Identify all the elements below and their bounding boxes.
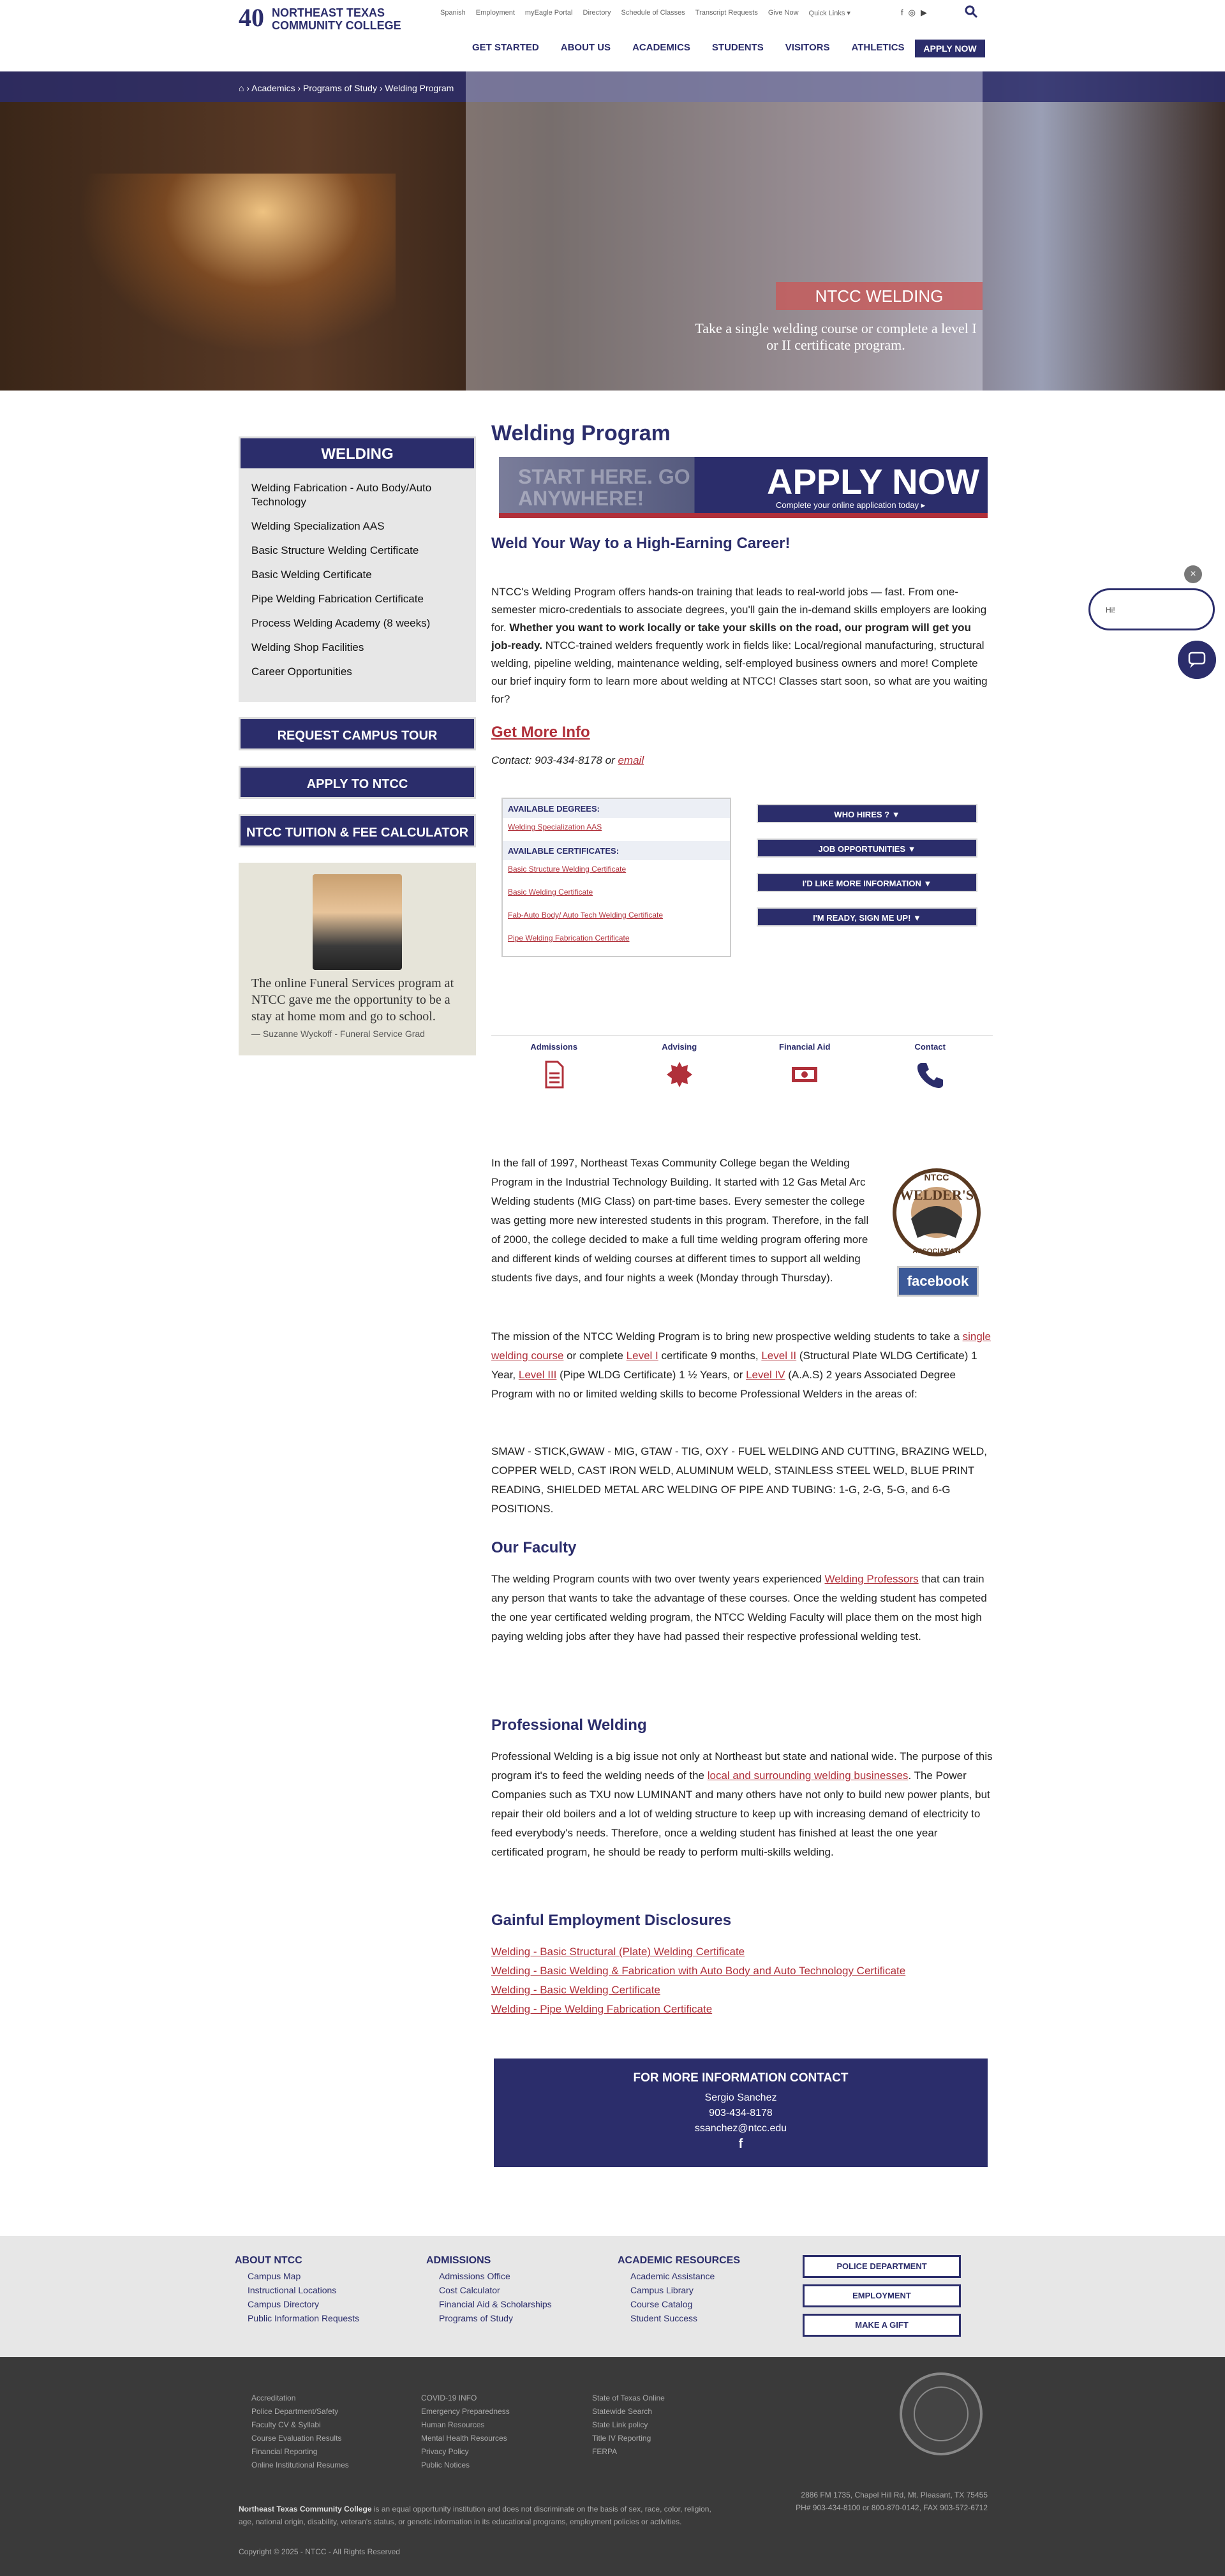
intro-paragraph	[491, 583, 988, 708]
banner-apply-text: APPLY NOW	[767, 461, 979, 502]
college-seal	[900, 2372, 983, 2455]
single-course-link[interactable]: single welding course	[491, 1330, 991, 1362]
contact-name: Sergio Sanchez	[704, 2092, 777, 2103]
nav-get-started[interactable]: GET STARTED	[472, 42, 539, 53]
sidebar	[239, 436, 476, 1055]
footer-col-heading: ABOUT NTCC	[235, 2255, 302, 2266]
pro-text: . The Power Companies such as TXU now LUMINANT and many others have not only to build new power plants, but repair their old boilers and a lot of welding structure to keep up with increasing demand of electricity to feed everybody's needs. Therefore, once a welding student has finished at least the one year certificated program, he should be ready to perform multi-skills welding.	[491, 1769, 990, 1858]
quick-link-contact[interactable]	[868, 1036, 993, 1105]
quick-link-label: Advising	[662, 1042, 697, 1052]
quick-links-dropdown[interactable]: Quick Links ▾	[808, 10, 850, 17]
who-hires-dropdown[interactable]: WHO HIRES ? ▼	[757, 804, 977, 823]
footer-link[interactable]: Course Catalog	[630, 2299, 693, 2309]
quick-link-advising[interactable]	[617, 1036, 743, 1105]
contact-line	[491, 754, 644, 767]
gainful-link[interactable]: Welding - Basic Structural (Plate) Welding Certificate	[491, 1946, 745, 1958]
instagram-icon[interactable]: ◎	[908, 8, 916, 17]
utility-link[interactable]: Directory	[583, 9, 611, 17]
search-icon[interactable]	[963, 4, 979, 19]
nav-athletics[interactable]: ATHLETICS	[851, 42, 905, 53]
credentials-box	[501, 798, 731, 957]
sidebar-item[interactable]: Pipe Welding Fabrication Certificate	[251, 593, 424, 605]
footer-link[interactable]: Privacy Policy	[421, 2447, 469, 2456]
pro-text: Professional Welding is a big issue not only at Northeast but state and national wide. The purpose of this program it's to feed the welding needs of the	[491, 1750, 993, 1782]
level-3-link[interactable]: Level III	[518, 1369, 557, 1381]
cert-link[interactable]: Pipe Welding Fabrication Certificate	[508, 934, 630, 942]
nav-academics[interactable]: ACADEMICS	[632, 42, 690, 53]
history-paragraph: In the fall of 1997, Northeast Texas Community College began the Welding Program in the Industrial Technology Building. It started with 12 Gas Metal Arc Welding students (MIG Class) on part-time bases. Every semester the college was getting more new interested students in this program. Therefore, in the fall of 2000, the college decided to make a full time welding program offering more and different kinds of welding courses at different times to support all welding students five days, and four nights a week (Monday through Thursday).	[491, 1157, 869, 1284]
level-2-link[interactable]: Level II	[761, 1350, 797, 1362]
chat-launcher-icon[interactable]	[1178, 641, 1216, 679]
testimonial-quote: The online Funeral Services program at NTCC gave me the opportunity to be a stay at home mom and go to school.	[251, 976, 454, 1024]
footer-link[interactable]: Instructional Locations	[248, 2285, 337, 2295]
contact-box-title: FOR MORE INFORMATION CONTACT	[633, 2071, 849, 2085]
gainful-link[interactable]: Welding - Pipe Welding Fabrication Certificate	[491, 2003, 713, 2015]
gainful-heading: Gainful Employment Disclosures	[491, 1912, 732, 1929]
apply-now-banner[interactable]	[499, 457, 988, 518]
mission-text: certificate 9 months,	[658, 1350, 762, 1362]
hero-title: NTCC WELDING	[776, 282, 983, 310]
tagline: Weld Your Way to a High-Earning Career!	[491, 535, 791, 552]
gainful-link[interactable]: Welding - Basic Welding & Fabrication with Auto Body and Auto Technology Certificate	[491, 1965, 906, 1977]
sign-me-up-dropdown[interactable]: I'M READY, SIGN ME UP! ▼	[757, 907, 977, 927]
apply-now-button[interactable]: APPLY NOW	[915, 40, 985, 57]
facebook-badge[interactable]: facebook	[897, 1266, 979, 1297]
faculty-text: The welding Program counts with two over twenty years experienced	[491, 1573, 825, 1585]
testimonial-photo	[313, 874, 402, 970]
quick-link-admissions[interactable]	[491, 1036, 617, 1105]
footer-links-col1	[251, 2392, 349, 2472]
eeo-statement	[239, 2503, 724, 2528]
footer-link[interactable]: Academic Assistance	[630, 2271, 715, 2281]
sidebar-heading: WELDING	[239, 436, 476, 468]
more-information-dropdown[interactable]: I'D LIKE MORE INFORMATION ▼	[757, 873, 977, 892]
banner-ghost-text: START HERE. GO ANYWHERE!	[518, 465, 690, 510]
footer-col-academic	[618, 2255, 740, 2325]
intro-text: NTCC's Welding Program offers hands-on training that leads to real-world jobs — fast. From one-semester micro-credentials to associate degrees, you'll gain the in-demand skills employers are looking for.	[491, 586, 987, 634]
cert-link[interactable]: Fab-Auto Body/ Auto Tech Welding Certificate	[508, 911, 664, 919]
mission-paragraph	[491, 1327, 993, 1404]
quick-link-financial-aid[interactable]	[742, 1036, 868, 1105]
footer-link[interactable]: Financial Aid & Scholarships	[439, 2299, 552, 2309]
cert-link[interactable]: Basic Welding Certificate	[508, 888, 593, 897]
utility-link[interactable]: Give Now	[768, 9, 799, 17]
footer-col-about	[235, 2255, 359, 2325]
footer-col-admissions	[426, 2255, 552, 2325]
youtube-icon[interactable]: ▶	[920, 8, 927, 17]
mission-text: (Structural Plate WLDG Certificate) 1 Year,	[491, 1350, 977, 1381]
main-nav	[472, 42, 905, 53]
footer-link[interactable]: Title IV Reporting	[592, 2434, 651, 2443]
footer-link[interactable]: Course Evaluation Results	[251, 2434, 342, 2443]
utility-nav	[440, 9, 850, 17]
skills-paragraph: SMAW - STICK,GWAW - MIG, GTAW - TIG, OXY - FUEL WELDING AND CUTTING, BRAZING WELD, COPPER WELD, CAST IRON WELD, ALUMINUM WELD, STAINLESS STEEL WELD, BLUE PRINT READING, SHIELDED METAL ARC WELDING OF PIPE AND TUBING: 1-G, 2-G, 5-G, and 6-G POSITIONS.	[491, 1445, 987, 1515]
footer-link[interactable]: Cost Calculator	[439, 2285, 500, 2295]
footer-link[interactable]: Student Success	[630, 2313, 698, 2323]
social-icons	[901, 8, 927, 18]
logo-number: 40	[239, 3, 264, 32]
footer-links	[0, 2236, 1225, 2357]
footer-links-col3	[592, 2392, 665, 2459]
banner-apply-sub: Complete your online application today ▸	[776, 500, 926, 510]
testimonial-cite: — Suzanne Wyckoff - Funeral Service Grad	[251, 1029, 425, 1039]
contact-phone: Contact: 903-434-8178 or	[491, 754, 618, 766]
mission-text: The mission of the NTCC Welding Program is to bring new prospective welding students to take a	[491, 1330, 963, 1343]
footer-link[interactable]: Campus Directory	[248, 2299, 320, 2309]
sidebar-item[interactable]: Welding Specialization AAS	[251, 520, 385, 532]
chat-greeting[interactable]: Hi!	[1088, 588, 1215, 630]
degree-link[interactable]: Welding Specialization AAS	[508, 823, 602, 831]
footer-link[interactable]: Campus Library	[630, 2285, 694, 2295]
eeo-college-name: Northeast Texas Community College	[239, 2505, 372, 2513]
facebook-icon[interactable]: f	[738, 2137, 743, 2151]
welding-professors-link[interactable]: Welding Professors	[824, 1573, 919, 1585]
police-department-button[interactable]: POLICE DEPARTMENT	[803, 2255, 961, 2278]
footer-link[interactable]: Statewide Search	[592, 2407, 653, 2416]
utility-link[interactable]: myEagle Portal	[524, 9, 573, 17]
utility-link[interactable]: Schedule of Classes	[621, 9, 685, 17]
footer-link[interactable]: Emergency Preparedness	[421, 2407, 510, 2416]
footer-link[interactable]: Faculty CV & Syllabi	[251, 2420, 321, 2429]
footer-link[interactable]: Programs of Study	[439, 2313, 513, 2323]
nav-about-us[interactable]: ABOUT US	[560, 42, 611, 53]
facebook-icon[interactable]: f	[901, 8, 903, 17]
footer-link[interactable]: Admissions Office	[439, 2271, 510, 2281]
badge-top-text: NTCC	[924, 1172, 949, 1182]
footer-link[interactable]: COVID-19 INFO	[421, 2394, 477, 2402]
mission-text: (Pipe WLDG Certificate) 1 ½ Years, or	[556, 1369, 746, 1381]
logo-line2: COMMUNITY COLLEGE	[272, 19, 401, 32]
mission-text: or complete	[563, 1350, 627, 1362]
quick-links-row	[491, 1035, 993, 1105]
level-4-link[interactable]: Level IV	[746, 1369, 785, 1381]
email-link[interactable]: email	[618, 754, 644, 766]
quick-link-label: Contact	[914, 1042, 946, 1052]
gainful-links	[491, 1942, 905, 2019]
utility-link[interactable]: Spanish	[440, 9, 466, 17]
logo-line1: NORTHEAST TEXAS	[272, 6, 385, 19]
footer-bottom	[0, 2357, 1225, 2576]
footer-link[interactable]: Online Institutional Resumes	[251, 2461, 349, 2469]
footer-link[interactable]: State of Texas Online	[592, 2394, 665, 2402]
college-logo[interactable]	[239, 3, 401, 33]
footer-link[interactable]: Campus Map	[248, 2271, 301, 2281]
job-opportunities-dropdown[interactable]: JOB OPPORTUNITIES ▼	[757, 838, 977, 858]
eeo-text: is an equal opportunity institution and does not discriminate on the basis of sex, race, color, religion, age, national origin, disability, veteran's status, or genetic information in its educational programs, employment policies or activities.	[239, 2505, 711, 2526]
hero-banner	[0, 71, 1225, 391]
footer-col-heading: ACADEMIC RESOURCES	[618, 2255, 741, 2266]
certs-heading: AVAILABLE CERTIFICATES:	[503, 841, 730, 860]
footer-link[interactable]: State Link policy	[592, 2420, 648, 2429]
footer-link[interactable]: Public Information Requests	[248, 2313, 360, 2323]
breadcrumb[interactable]: ⌂ › Academics › Programs of Study › Welding Program	[239, 83, 454, 93]
footer-link[interactable]: FERPA	[592, 2447, 618, 2456]
faculty-text: that can train any person that wants to take the advantage of these courses. Once the welding student has competed the one year certificated welding program, the NTCC Welding Faculty will place them on the most high paying welding jobs after they have had passed their respective professional welding test.	[491, 1573, 987, 1642]
sidebar-item[interactable]: Process Welding Academy (8 weeks)	[251, 617, 431, 629]
intro-bold: Whether you want to work locally or take your skills on the road, our program will get you job-ready.	[491, 622, 971, 651]
quick-link-label: Admissions	[530, 1042, 578, 1052]
faculty-heading: Our Faculty	[491, 1539, 577, 1556]
tuition-calculator-button[interactable]: NTCC TUITION & FEE CALCULATOR	[239, 814, 476, 847]
footer-link[interactable]: Human Resources	[421, 2420, 485, 2429]
badge-icon	[664, 1059, 695, 1090]
local-businesses-link[interactable]: local and surrounding welding businesses	[707, 1769, 909, 1782]
sidebar-item[interactable]: Basic Structure Welding Certificate	[251, 544, 419, 556]
sidebar-item[interactable]: Welding Fabrication - Auto Body/Auto Technology	[251, 482, 432, 508]
phone-line: PH# 903-434-8100 or 800-870-0142, FAX 903-572-6712	[796, 2503, 988, 2512]
nav-visitors[interactable]: VISITORS	[785, 42, 830, 53]
footer-link[interactable]: Public Notices	[421, 2461, 470, 2469]
phone-icon	[915, 1059, 946, 1090]
badge-bottom-text: ASSOCIATION	[912, 1247, 961, 1255]
gainful-link[interactable]: Welding - Basic Welding Certificate	[491, 1984, 660, 1996]
mission-text: (A.A.S) 2 years Associated Degree Program with no or limited welding skills to become Professional Welders in the areas of:	[491, 1369, 956, 1400]
quick-link-label: Financial Aid	[779, 1042, 831, 1052]
hero-image	[64, 174, 396, 365]
document-icon	[538, 1059, 569, 1090]
contact-email[interactable]: ssanchez@ntcc.edu	[694, 2123, 787, 2134]
footer-link[interactable]: Mental Health Resources	[421, 2434, 507, 2443]
nav-students[interactable]: STUDENTS	[711, 42, 764, 53]
money-icon	[789, 1059, 820, 1090]
hero-subtitle: Take a single welding course or complete a level I or II certificate program.	[695, 320, 977, 353]
sidebar-menu	[239, 468, 476, 702]
copyright: Copyright © 2025 - NTCC - All Rights Reserved	[239, 2547, 400, 2556]
make-a-gift-button[interactable]: MAKE A GIFT	[803, 2314, 961, 2337]
professional-heading: Professional Welding	[491, 1716, 647, 1734]
cert-link[interactable]: Basic Structure Welding Certificate	[508, 865, 627, 874]
address-line: 2886 FM 1735, Chapel Hill Rd, Mt. Pleasant, TX 75455	[801, 2490, 988, 2499]
footer-link[interactable]: Financial Reporting	[251, 2447, 318, 2456]
apply-ntcc-button[interactable]: APPLY TO NTCC	[239, 766, 476, 799]
utility-link[interactable]: Employment	[475, 9, 515, 17]
contact-box	[494, 2059, 988, 2167]
sidebar-item[interactable]: Basic Welding Certificate	[251, 569, 372, 581]
utility-link[interactable]: Transcript Requests	[695, 9, 758, 17]
footer-col-heading: ADMISSIONS	[426, 2255, 491, 2266]
footer-link[interactable]: Police Department/Safety	[251, 2407, 339, 2416]
chat-close-button[interactable]: ×	[1184, 565, 1202, 583]
testimonial	[239, 863, 476, 1055]
employment-button[interactable]: EMPLOYMENT	[803, 2284, 961, 2307]
sidebar-item[interactable]: Welding Shop Facilities	[251, 641, 364, 653]
badge-mid-text: WELDER'S	[899, 1187, 974, 1203]
footer-links-col2	[421, 2392, 510, 2472]
degrees-heading: AVAILABLE DEGREES:	[503, 799, 730, 818]
page-title: Welding Program	[491, 421, 671, 445]
footer-link[interactable]: Accreditation	[251, 2394, 296, 2402]
request-tour-button[interactable]: REQUEST CAMPUS TOUR	[239, 717, 476, 750]
sidebar-item[interactable]: Career Opportunities	[251, 666, 352, 678]
get-more-info-link[interactable]: Get More Info	[491, 724, 590, 741]
intro-text: NTCC-trained welders frequently work in fields like: Local/regional manufacturing, structural welding, pipeline welding, maintenance welding, self-employed business owners and more! Complete our brief inquiry form to learn more about welding at NTCC! Classes start soon, so what are you waiting for?	[491, 639, 988, 705]
level-1-link[interactable]: Level I	[626, 1350, 658, 1362]
site-header	[0, 0, 1225, 71]
faculty-paragraph	[491, 1570, 993, 1646]
professional-paragraph	[491, 1747, 993, 1862]
contact-phone: 903-434-8178	[709, 2108, 773, 2118]
